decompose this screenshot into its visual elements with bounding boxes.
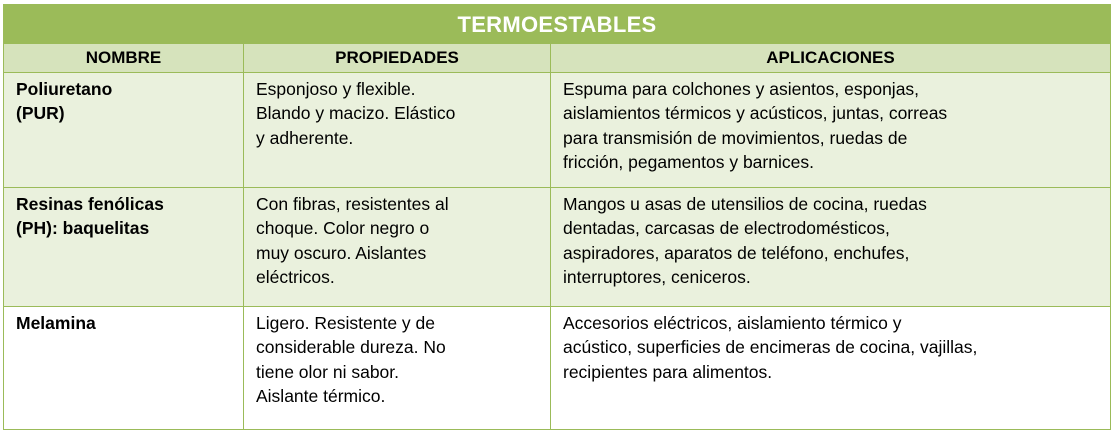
properties-line: muy oscuro. Aislantes bbox=[256, 242, 427, 263]
properties-line: considerable dureza. No bbox=[256, 337, 446, 358]
column-header-aplicaciones: APLICACIONES bbox=[551, 43, 1111, 72]
properties-line: choque. Color negro o bbox=[256, 218, 430, 239]
name-line: Melamina bbox=[16, 312, 96, 333]
applications-line: Accesorios eléctricos, aislamiento térmico y bbox=[563, 312, 902, 333]
cell-name bbox=[4, 187, 244, 306]
column-header-nombre: NOMBRE bbox=[4, 43, 244, 72]
column-header-propiedades: PROPIEDADES bbox=[244, 43, 551, 72]
table-row-melamina bbox=[4, 306, 1111, 429]
cell-applications bbox=[551, 187, 1111, 306]
table-header-row bbox=[4, 43, 1111, 72]
table-title-row bbox=[4, 5, 1111, 44]
applications-line: recipientes para alimentos. bbox=[563, 361, 773, 382]
properties-line: y adherente. bbox=[256, 127, 354, 148]
cell-properties bbox=[244, 306, 551, 429]
properties-line: Con fibras, resistentes al bbox=[256, 193, 449, 214]
cell-name bbox=[4, 72, 244, 187]
table-title: TERMOESTABLES bbox=[4, 5, 1111, 44]
cell-properties bbox=[244, 72, 551, 187]
applications-line: aspiradores, aparatos de teléfono, enchufes, bbox=[563, 242, 910, 263]
cell-name bbox=[4, 306, 244, 429]
properties-line: tiene olor ni sabor. bbox=[256, 361, 400, 382]
name-line: Resinas fenólicas bbox=[16, 193, 164, 214]
termoestables-table bbox=[3, 4, 1111, 430]
properties-line: Ligero. Resistente y de bbox=[256, 312, 435, 333]
cell-applications bbox=[551, 72, 1111, 187]
applications-line: dentadas, carcasas de electrodomésticos, bbox=[563, 218, 890, 239]
table-row-poliuretano bbox=[4, 72, 1111, 187]
cell-applications bbox=[551, 306, 1111, 429]
properties-line: Esponjoso y flexible. bbox=[256, 78, 416, 99]
name-line: (PUR) bbox=[16, 103, 65, 124]
applications-line: Espuma para colchones y asientos, esponjas, bbox=[563, 78, 920, 99]
cell-properties bbox=[244, 187, 551, 306]
applications-line: para transmisión de movimientos, ruedas de bbox=[563, 127, 908, 148]
applications-line: acústico, superficies de encimeras de cocina, vajillas, bbox=[563, 337, 978, 358]
name-line: Poliuretano bbox=[16, 78, 113, 99]
properties-line: eléctricos. bbox=[256, 267, 335, 288]
name-line: (PH): baquelitas bbox=[16, 218, 150, 239]
applications-line: aislamientos térmicos y acústicos, juntas, correas bbox=[563, 103, 948, 124]
properties-line: Aislante térmico. bbox=[256, 386, 386, 407]
properties-line: Blando y macizo. Elástico bbox=[256, 103, 456, 124]
applications-line: fricción, pegamentos y barnices. bbox=[563, 152, 814, 173]
applications-line: Mangos u asas de utensilios de cocina, ruedas bbox=[563, 193, 927, 214]
table-row-resinas-fenolicas bbox=[4, 187, 1111, 306]
applications-line: interruptores, ceniceros. bbox=[563, 267, 751, 288]
